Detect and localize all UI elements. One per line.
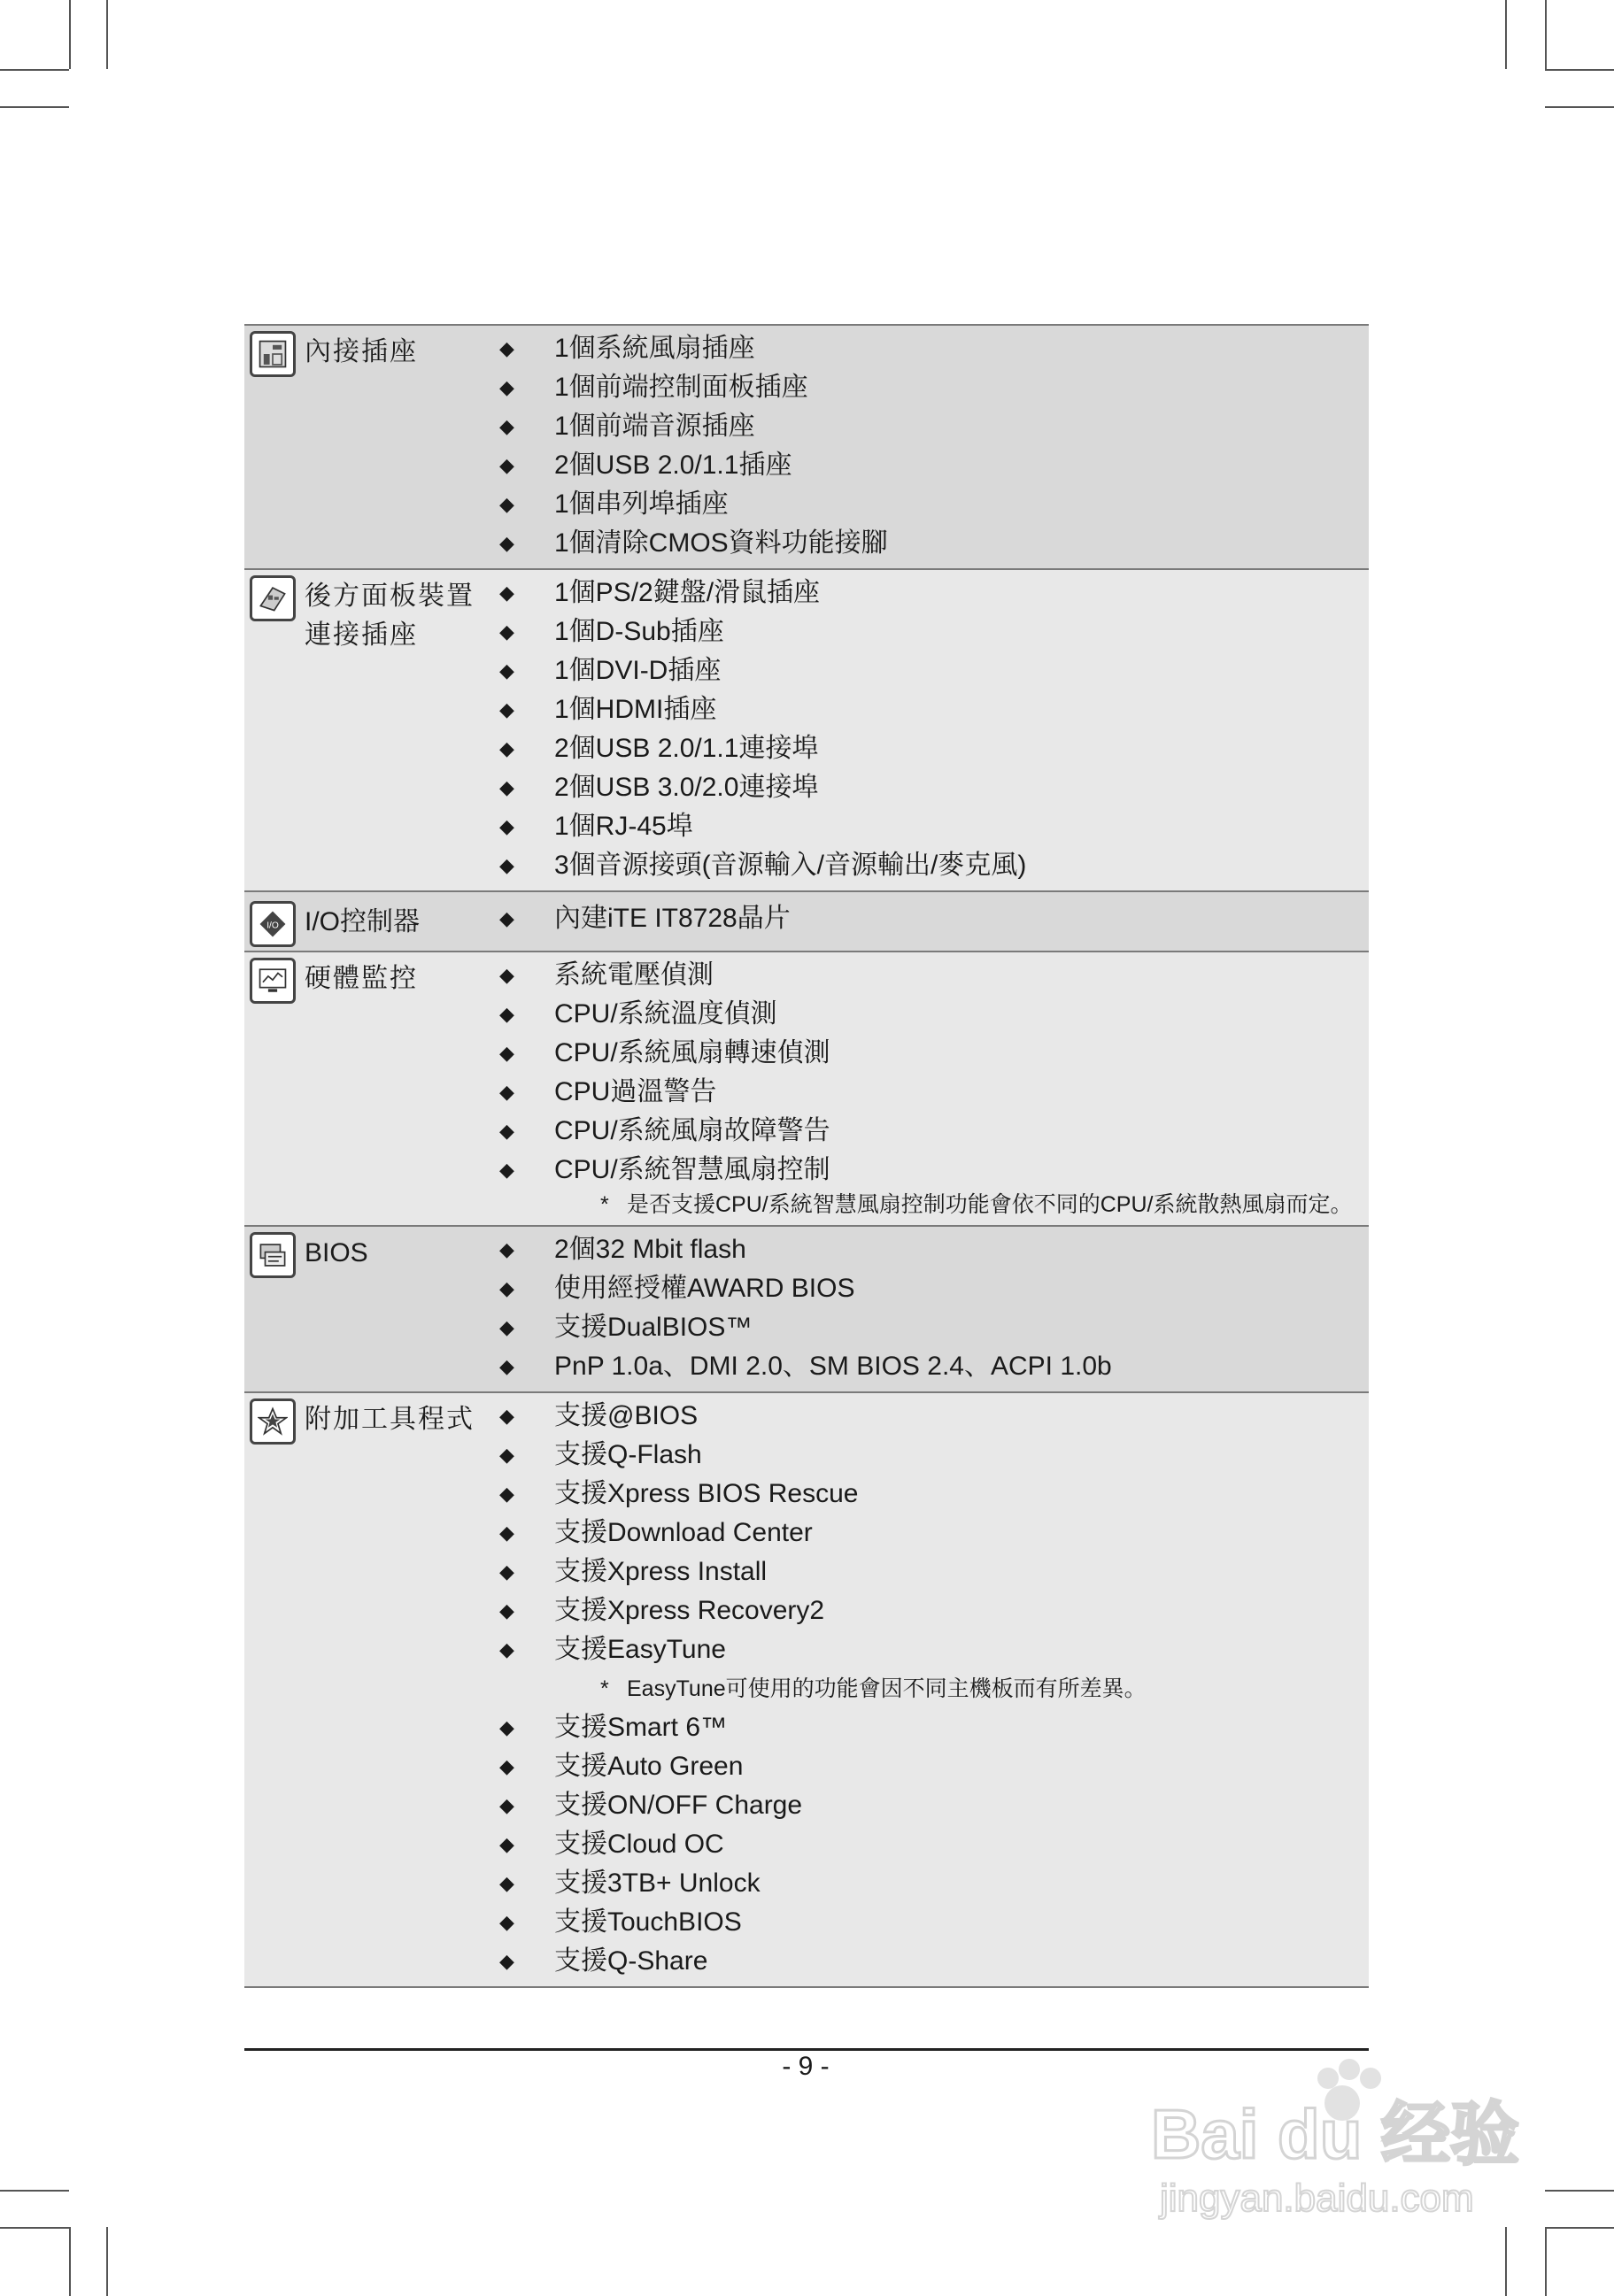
category-label: BIOS bbox=[305, 1238, 368, 1267]
category-label: 附加工具程式 bbox=[305, 1405, 475, 1434]
bullet: ◆ bbox=[499, 1716, 514, 1738]
item-list bbox=[496, 952, 1388, 1225]
watermark bbox=[1142, 2052, 1549, 2229]
item-list bbox=[496, 570, 1369, 890]
list-item: ◆ 支援@BIOS bbox=[496, 1397, 1369, 1436]
footnote-text: EasyTune可使用的功能會因不同主機板而有所差異。 bbox=[627, 1676, 1147, 1701]
list-item: ◆ 支援Auto Green bbox=[496, 1747, 1369, 1786]
bullet: ◆ bbox=[499, 659, 514, 682]
crop-mark bbox=[69, 2227, 71, 2296]
item-list bbox=[496, 1227, 1369, 1391]
bullet: ◆ bbox=[499, 1405, 514, 1427]
list-item: ◆ 支援Smart 6™ bbox=[496, 1708, 1369, 1747]
footnote-star: * bbox=[600, 1676, 609, 1701]
svg-text:I/O: I/O bbox=[266, 921, 279, 931]
list-item: ◆ 內建iTE IT8728晶片 bbox=[496, 899, 1369, 938]
bullet: ◆ bbox=[499, 907, 514, 929]
crop-mark bbox=[1545, 2190, 1614, 2192]
list-item: ◆ 支援Download Center bbox=[496, 1514, 1369, 1552]
category-cell bbox=[244, 1227, 496, 1391]
footnote bbox=[496, 1669, 1369, 1708]
list-item: ◆ 1個串列埠插座 bbox=[496, 485, 1369, 524]
list-item: ◆ 支援Xpress Recovery2 bbox=[496, 1591, 1369, 1630]
spec-row-rear-panel bbox=[244, 570, 1369, 892]
item-list bbox=[496, 1393, 1369, 1986]
bullet: ◆ bbox=[499, 1599, 514, 1622]
bullet: ◆ bbox=[499, 1483, 514, 1505]
spec-row-io-controller bbox=[244, 892, 1369, 952]
bullet: ◆ bbox=[499, 964, 514, 986]
category-cell bbox=[244, 1393, 496, 1986]
list-item: ◆ 2個USB 2.0/1.1連接埠 bbox=[496, 729, 1369, 768]
crop-mark bbox=[1545, 106, 1614, 108]
list-item: ◆ 支援EasyTune bbox=[496, 1630, 1369, 1669]
watermark-url: jingyan.baidu.com bbox=[1160, 2177, 1474, 2220]
list-item: ◆ 支援Xpress Install bbox=[496, 1552, 1369, 1591]
bullet: ◆ bbox=[499, 1755, 514, 1777]
category-cell bbox=[244, 326, 496, 568]
list-item: ◆ 1個前端音源插座 bbox=[496, 407, 1369, 446]
bullet: ◆ bbox=[499, 1911, 514, 1933]
category-label: 內接插座 bbox=[305, 337, 418, 366]
page-number: - 9 - bbox=[782, 2052, 830, 2081]
bullet: ◆ bbox=[499, 1444, 514, 1466]
bullet: ◆ bbox=[499, 1120, 514, 1142]
connector-icon bbox=[250, 331, 296, 377]
list-item: ◆ 1個D-Sub插座 bbox=[496, 613, 1369, 651]
spec-row-bios bbox=[244, 1227, 1369, 1393]
bullet: ◆ bbox=[499, 698, 514, 720]
list-item: ◆ CPU/系統溫度偵測 bbox=[496, 995, 1388, 1034]
list-item: ◆ 3個音源接頭(音源輸入/音源輸出/麥克風) bbox=[496, 846, 1369, 885]
spec-row-utilities bbox=[244, 1393, 1369, 1988]
item-list bbox=[496, 326, 1369, 568]
list-item: ◆ 支援Cloud OC bbox=[496, 1825, 1369, 1864]
category-label: 後方面板裝置 連接插座 bbox=[305, 582, 475, 650]
list-item: ◆ 2個USB 2.0/1.1插座 bbox=[496, 446, 1369, 485]
spec-row-internal-connectors bbox=[244, 326, 1369, 570]
crop-mark bbox=[0, 106, 69, 108]
bullet: ◆ bbox=[499, 1522, 514, 1544]
bullet: ◆ bbox=[499, 454, 514, 476]
rear-panel-icon bbox=[250, 575, 296, 621]
bullet: ◆ bbox=[499, 1560, 514, 1583]
bullet: ◆ bbox=[499, 493, 514, 515]
crop-mark bbox=[1545, 2227, 1547, 2296]
list-item: ◆ CPU過溫警告 bbox=[496, 1073, 1388, 1112]
list-item: ◆ 1個前端控制面板插座 bbox=[496, 368, 1369, 407]
bullet: ◆ bbox=[499, 854, 514, 876]
list-item: ◆ 支援Q-Share bbox=[496, 1942, 1369, 1981]
category-cell bbox=[244, 952, 496, 1225]
crop-mark bbox=[106, 2227, 108, 2296]
bullet: ◆ bbox=[499, 776, 514, 798]
list-item: ◆ CPU/系統智慧風扇控制 bbox=[496, 1151, 1388, 1190]
list-item: ◆ 1個系統風扇插座 bbox=[496, 329, 1369, 368]
list-item: ◆ 1個DVI-D插座 bbox=[496, 651, 1369, 690]
bullet: ◆ bbox=[499, 1042, 514, 1064]
watermark-brand: Bai du 经验 bbox=[1151, 2095, 1520, 2173]
crop-mark bbox=[1505, 0, 1507, 69]
bullet: ◆ bbox=[499, 620, 514, 643]
crop-mark bbox=[1545, 69, 1614, 71]
footnote bbox=[496, 1190, 1388, 1220]
list-item: ◆ CPU/系統風扇故障警告 bbox=[496, 1112, 1388, 1151]
bullet: ◆ bbox=[499, 1081, 514, 1103]
list-item: ◆ 支援TouchBIOS bbox=[496, 1903, 1369, 1942]
footer-rule bbox=[244, 2048, 1369, 2051]
crop-mark bbox=[1505, 2227, 1507, 2296]
spec-table bbox=[244, 324, 1369, 1988]
list-item: ◆ 使用經授權AWARD BIOS bbox=[496, 1269, 1369, 1308]
list-item: ◆ 1個清除CMOS資料功能接腳 bbox=[496, 524, 1369, 563]
list-item: ◆ 支援Q-Flash bbox=[496, 1436, 1369, 1475]
crop-mark bbox=[0, 2227, 69, 2229]
spec-row-hardware-monitor bbox=[244, 952, 1369, 1227]
list-item: ◆ 1個HDMI插座 bbox=[496, 690, 1369, 729]
bullet: ◆ bbox=[499, 1950, 514, 1972]
list-item: ◆ 支援ON/OFF Charge bbox=[496, 1786, 1369, 1825]
crop-mark bbox=[69, 0, 71, 69]
category-label: 硬體監控 bbox=[305, 964, 418, 993]
crop-mark bbox=[106, 0, 108, 69]
monitor-icon bbox=[250, 958, 296, 1004]
list-item: ◆ CPU/系統風扇轉速偵測 bbox=[496, 1034, 1388, 1073]
footnote-star: * bbox=[600, 1192, 609, 1217]
category-label: I/O控制器 bbox=[305, 907, 421, 936]
bullet: ◆ bbox=[499, 1355, 514, 1377]
list-item: ◆ 支援DualBIOS™ bbox=[496, 1308, 1369, 1347]
bullet: ◆ bbox=[499, 582, 514, 604]
list-item: ◆ 支援Xpress BIOS Rescue bbox=[496, 1475, 1369, 1514]
bullet: ◆ bbox=[499, 1638, 514, 1660]
list-item: ◆ 1個PS/2鍵盤/滑鼠插座 bbox=[496, 574, 1369, 613]
bullet: ◆ bbox=[499, 1833, 514, 1855]
bullet: ◆ bbox=[499, 1872, 514, 1894]
bullet: ◆ bbox=[499, 532, 514, 554]
crop-mark bbox=[0, 2190, 69, 2192]
crop-mark bbox=[1545, 0, 1547, 69]
star-icon bbox=[250, 1398, 296, 1445]
list-item: ◆ 系統電壓偵測 bbox=[496, 956, 1388, 995]
bullet: ◆ bbox=[499, 737, 514, 759]
list-item: ◆ 支援3TB+ Unlock bbox=[496, 1864, 1369, 1903]
list-item: ◆ 1個RJ-45埠 bbox=[496, 807, 1369, 846]
footnote-text: 是否支援CPU/系統智慧風扇控制功能會依不同的CPU/系統散熱風扇而定。 bbox=[627, 1192, 1353, 1217]
bullet: ◆ bbox=[499, 1277, 514, 1299]
bullet: ◆ bbox=[499, 1794, 514, 1816]
item-list bbox=[496, 896, 1369, 947]
category-cell bbox=[244, 896, 496, 947]
bullet: ◆ bbox=[499, 1003, 514, 1025]
bullet: ◆ bbox=[499, 337, 514, 359]
bullet: ◆ bbox=[499, 1316, 514, 1338]
list-item: ◆ PnP 1.0a、DMI 2.0、SM BIOS 2.4、ACPI 1.0b bbox=[496, 1347, 1369, 1386]
category-cell bbox=[244, 570, 496, 890]
bullet: ◆ bbox=[499, 1159, 514, 1181]
bullet: ◆ bbox=[499, 376, 514, 398]
list-item: ◆ 2個USB 3.0/2.0連接埠 bbox=[496, 768, 1369, 807]
list-item: ◆ 2個32 Mbit flash bbox=[496, 1230, 1369, 1269]
io-controller-icon bbox=[250, 901, 296, 947]
bullet: ◆ bbox=[499, 815, 514, 837]
bullet: ◆ bbox=[499, 415, 514, 437]
bullet: ◆ bbox=[499, 1238, 514, 1260]
crop-mark bbox=[0, 69, 69, 71]
crop-mark bbox=[1545, 2227, 1614, 2229]
bios-icon bbox=[250, 1232, 296, 1278]
